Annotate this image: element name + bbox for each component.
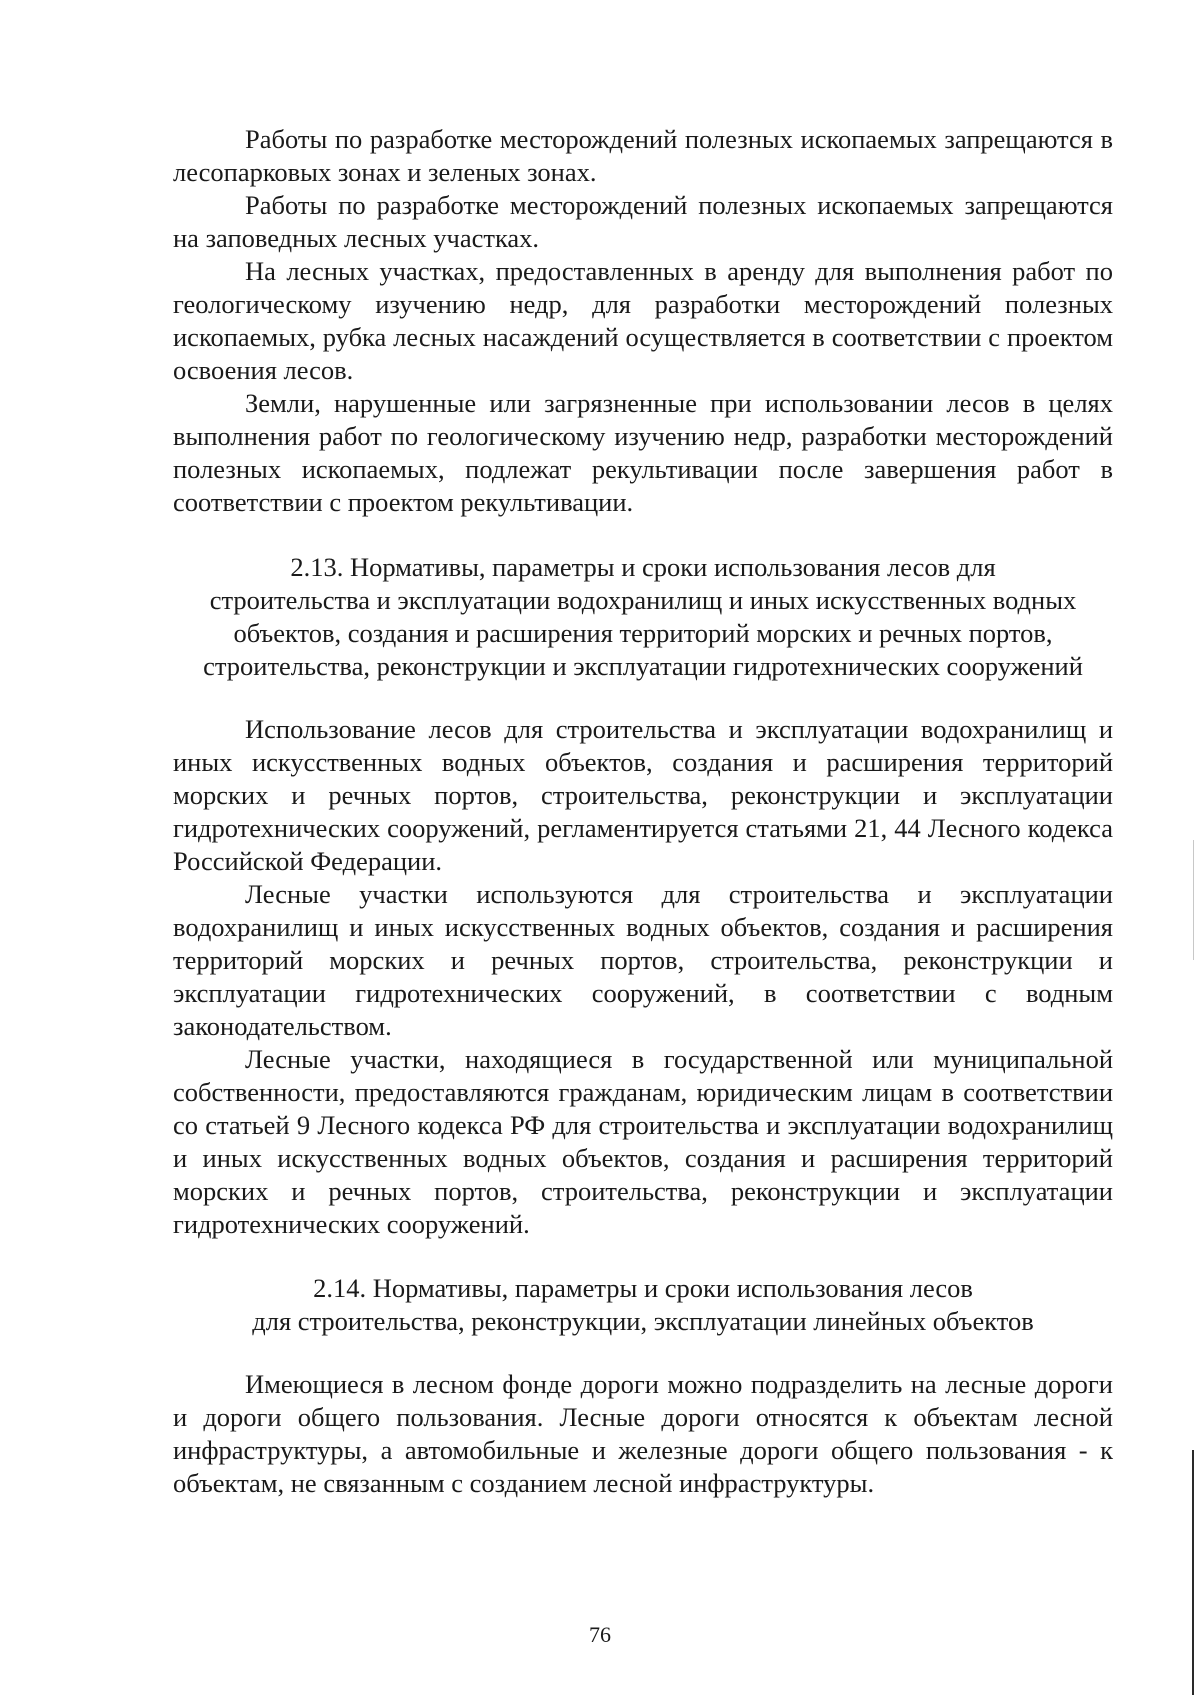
- heading-line: строительства и эксплуатации водохранилищ и иных искусственных водных: [209, 585, 1077, 615]
- page-number: 76: [589, 1622, 611, 1647]
- paragraph: Использование лесов для строительства и эксплуатации водохранилищ и иных искусственных водных объектов, создания и расширения территорий морских и речных портов, строительства, реконструкции и эксплуатации гидротехнических сооружений, регламентируется статьями 21, 44 Лесного кодекса Российской Федерации.: [173, 714, 1113, 876]
- heading-line: 2.13. Нормативы, параметры и сроки использования лесов для: [290, 552, 996, 582]
- section-heading-2-13: [173, 551, 1113, 683]
- paragraph: Работы по разработке месторождений полезных ископаемых запрещаются в лесопарковых зонах и зеленых зонах.: [173, 124, 1113, 187]
- section-heading-2-14: [173, 1272, 1113, 1338]
- heading-line: 2.14. Нормативы, параметры и сроки использования лесов: [313, 1273, 973, 1303]
- heading-line: для строительства, реконструкции, эксплуатации линейных объектов: [252, 1306, 1034, 1336]
- paragraph: Лесные участки, находящиеся в государственной или муниципальной собственности, предоставляются гражданам, юридическим лицам в соответствии со статьей 9 Лесного кодекса РФ для строительства и эксплуатации водохранилищ и иных искусственных водных объектов, создания и расширения территорий морских и речных портов, строительства, реконструкции и эксплуатации гидротехнических сооружений.: [173, 1044, 1113, 1239]
- heading-line: объектов, создания и расширения территорий морских и речных портов,: [233, 618, 1053, 648]
- paragraph: Земли, нарушенные или загрязненные при использовании лесов в целях выполнения работ по геологическому изучению недр, разработки месторождений полезных ископаемых, подлежат рекультивации после завершения работ в соответствии с проектом рекультивации.: [173, 388, 1113, 517]
- scan-artifact: [1193, 840, 1194, 960]
- paragraph: На лесных участках, предоставленных в аренду для выполнения работ по геологическому изучению недр, для разработки месторождений полезных ископаемых, рубка лесных насаждений осуществляется в соответствии с проектом освоения лесов.: [173, 256, 1113, 385]
- paragraph: Лесные участки используются для строительства и эксплуатации водохранилищ и иных искусственных водных объектов, создания и расширения территорий морских и речных портов, строительства, реконструкции и эксплуатации гидротехнических сооружений, в соответствии с водным законодательством.: [173, 879, 1113, 1041]
- section-body-2-13: [173, 713, 1113, 1241]
- paragraph: Имеющиеся в лесном фонде дороги можно подразделить на лесные дороги и дороги общего пользования. Лесные дороги относятся к объектам лесной инфраструктуры, а автомобильные и железные дороги общего пользования - к объектам, не связанным с созданием лесной инфраструктуры.: [173, 1369, 1113, 1498]
- heading-line: строительства, реконструкции и эксплуатации гидротехнических сооружений: [203, 651, 1083, 681]
- scan-edge-line: [1192, 1450, 1194, 1695]
- section-body-mining: [173, 123, 1113, 519]
- section-body-2-14: [173, 1368, 1113, 1500]
- paragraph: Работы по разработке месторождений полезных ископаемых запрещаются на заповедных лесных участках.: [173, 190, 1113, 253]
